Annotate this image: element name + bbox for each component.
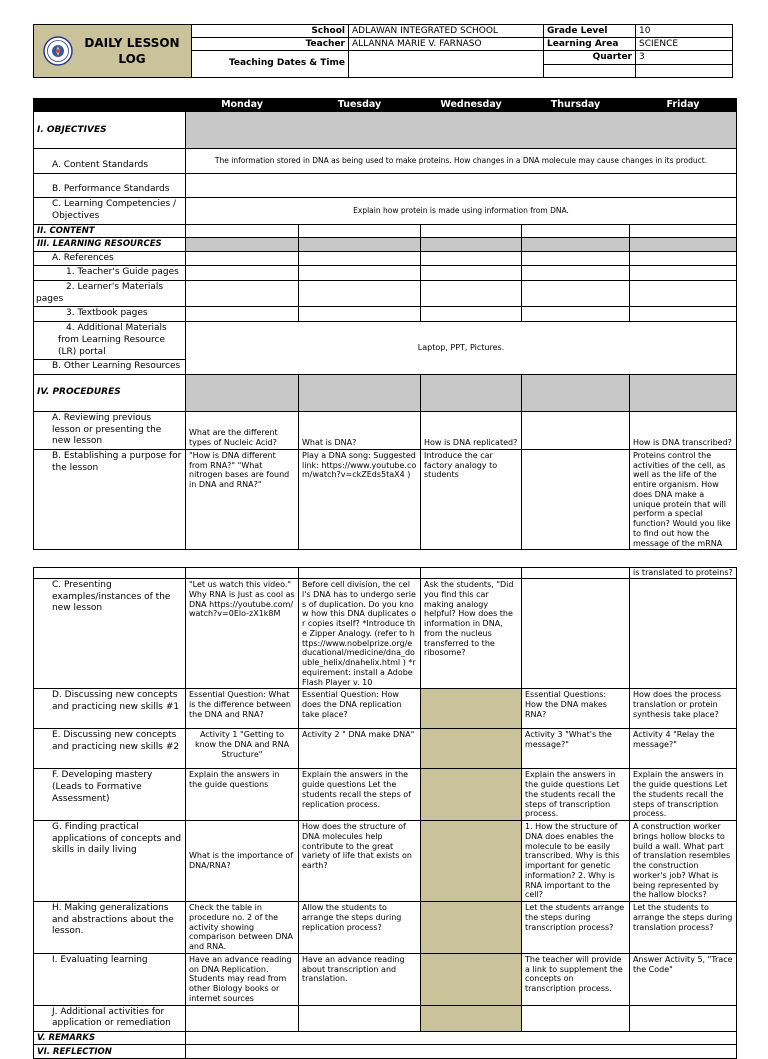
resources-fill-tue (299, 238, 421, 251)
proc-b-wed: Introduce the car factory analogy to students (421, 449, 522, 550)
proc-b-label: B. Establishing a purpose for the lesson (34, 449, 186, 550)
proc-f-fri: Explain the answers in the guide questions Let the students recall the steps of transcription process. (630, 769, 737, 821)
proc-c-tue: Before cell division, the cell's DNA has to undergo series of duplication. Do you know how this DNA duplicates or copies itself? *Introduce the Zipper Analogy. (refer to https://www.nobelprize.org/educational/medicine/dna_double_helix/dnahelix.html ) *requirement: install a Adobe Flash Player v. 10 (299, 579, 421, 689)
lm-tue (299, 281, 421, 307)
proc-i-fri: Answer Activity 5, "Trace the Code" (630, 953, 737, 1005)
procedures-fill-tue (299, 374, 421, 411)
proc-f-wed (421, 769, 522, 821)
proc-f-label: F. Developing mastery (Leads to Formative Assessment) (34, 769, 186, 821)
teaching-dates-label: Teaching Dates & Time (192, 51, 349, 78)
additional-materials-value: Laptop, PPT, Pictures. (186, 322, 737, 375)
performance-standards-label: B. Performance Standards (34, 174, 186, 198)
header-table (33, 24, 733, 78)
teaching-dates-value (349, 51, 544, 78)
day-header-row (34, 99, 737, 112)
proc-e-label: E. Discussing new concepts and practicing new skills #2 (34, 729, 186, 769)
proc-e-tue: Activity 2 " DNA make DNA" (299, 729, 421, 769)
competencies-value: Explain how protein is made using information from DNA. (186, 198, 737, 225)
proc-f-mon: Explain the answers in the guide questions (186, 769, 299, 821)
header-blank-value (636, 65, 733, 78)
procedures-fill-fri (630, 374, 737, 411)
resources-fill-fri (630, 238, 737, 251)
section-objectives: I. OBJECTIVES (34, 112, 186, 149)
resources-fill-wed (421, 238, 522, 251)
proc-a-wed: How is DNA replicated? (421, 411, 522, 449)
day-header-blank (34, 99, 186, 112)
proc-b-tue: Play a DNA song: Suggested link: https://www.youtube.com/watch?v=ckZEds5taX4 ) (299, 449, 421, 550)
references-thu (522, 251, 630, 266)
proc-i-label: I. Evaluating learning (34, 953, 186, 1005)
day-header-monday: Monday (186, 99, 299, 112)
title-line-2: LOG (118, 52, 146, 66)
resources-fill-thu (522, 238, 630, 251)
section-content: II. CONTENT (34, 225, 186, 238)
proc-c-mon: "Let us watch this video." Why RNA is Just as cool as DNA https://youtube.com/watch?v=0Elo-zX1k8M (186, 579, 299, 689)
proc-a-thu (522, 411, 630, 449)
proc-f-thu: Explain the answers in the guide questions Let the students recall the steps of transcription process. (522, 769, 630, 821)
deped-seal-icon (43, 36, 73, 66)
proc-h-label: H. Making generalizations and abstractions about the lesson. (34, 902, 186, 954)
reflection-value (186, 1045, 737, 1059)
remarks-value (186, 1031, 737, 1044)
proc-c-wed: Ask the students, "Did you find this car making analogy helpful? How does the information in DNA, from the nucleus transferred to the ribosome? (421, 579, 522, 689)
proc-g-fri: A construction worker brings hollow blocks to build a wall. What part of translation resembles the construction worker's job? What is being represented by the hallow blocks? (630, 821, 737, 902)
proc-g-mon: What is the importance of DNA/RNA? (186, 821, 299, 902)
proc-i-thu: The teacher will provide a link to supplement the concepts on transcription process. (522, 953, 630, 1005)
section-reflection: VI. REFLECTION (34, 1045, 186, 1059)
proc-h-wed (421, 902, 522, 954)
proc-e-fri: Activity 4 "Relay the message?" (630, 729, 737, 769)
textbook-pages-label: 3. Textbook pages (34, 307, 186, 322)
proc-d-wed (421, 689, 522, 729)
proc-d-thu: Essential Questions: How the DNA makes RNA? (522, 689, 630, 729)
proc-c-label: C. Presenting examples/instances of the new lesson (34, 579, 186, 689)
proc-a-fri: How is DNA transcribed? (630, 411, 737, 449)
proc-d-fri: How does the process translation or protein synthesis take place? (630, 689, 737, 729)
proc-g-wed (421, 821, 522, 902)
quarter-value: 3 (636, 51, 733, 65)
references-fri (630, 251, 737, 266)
resources-fill-mon (186, 238, 299, 251)
additional-materials-label: 4. Additional Materials from Learning Resource (LR) portal (34, 322, 186, 360)
content-mon (186, 225, 299, 238)
proc-j-fri (630, 1005, 737, 1031)
tg-thu (522, 266, 630, 281)
learning-area-label: Learning Area (544, 38, 636, 51)
proc-e-mon: Activity 1 "Getting to know the DNA and RNA Structure" (186, 729, 299, 769)
other-resources-label: B. Other Learning Resources (34, 360, 186, 375)
proc-h-thu: Let the students arrange the steps during transcription process? (522, 902, 630, 954)
cont-blank-wed (421, 568, 522, 579)
proc-i-mon: Have an advance reading on DNA Replication. Students may read from other Biology books or internet sources (186, 953, 299, 1005)
proc-a-mon: What are the different types of Nucleic Acid? (186, 411, 299, 449)
teacher-value: ALLANNA MARIE V. FARNASO (349, 38, 544, 51)
section-learning-resources: III. LEARNING RESOURCES (34, 238, 186, 251)
lesson-grid-page-2 (33, 567, 737, 1059)
lm-mon (186, 281, 299, 307)
tb-thu (522, 307, 630, 322)
proc-i-tue: Have an advance reading about transcription and translation. (299, 953, 421, 1005)
tb-mon (186, 307, 299, 322)
day-header-tuesday: Tuesday (299, 99, 421, 112)
document-title (73, 35, 191, 67)
tg-mon (186, 266, 299, 281)
content-tue (299, 225, 421, 238)
performance-standards-value (186, 174, 737, 198)
proc-c-fri (630, 579, 737, 689)
content-fri (630, 225, 737, 238)
quarter-label: Quarter (544, 51, 636, 65)
teacher-label: Teacher (192, 38, 349, 51)
tb-wed (421, 307, 522, 322)
day-header-wednesday: Wednesday (421, 99, 522, 112)
proc-d-label: D. Discussing new concepts and practicing new skills #1 (34, 689, 186, 729)
proc-h-mon: Check the table in procedure no. 2 of the activity showing comparison between DNA and RNA. (186, 902, 299, 954)
content-thu (522, 225, 630, 238)
title-line-1: DAILY LESSON (84, 35, 180, 50)
proc-j-mon (186, 1005, 299, 1031)
proc-e-thu: Activity 3 "What's the message?" (522, 729, 630, 769)
cont-blank-thu (522, 568, 630, 579)
proc-b-fri-continued: is translated to proteins? (630, 568, 737, 579)
proc-g-tue: How does the structure of DNA molecules help contribute to the great variety of life that exists on earth? (299, 821, 421, 902)
school-value: ADLAWAN INTEGRATED SCHOOL (349, 25, 544, 38)
proc-a-label: A. Reviewing previous lesson or presenting the new lesson (34, 411, 186, 449)
proc-f-tue: Explain the answers in the guide questions Let the students recall the steps of replication process. (299, 769, 421, 821)
grade-level-label: Grade Level (544, 25, 636, 38)
proc-g-thu: 1. How the structure of DNA does enables the molecule to be easily transcribed. Why is this important for genetic information? 2. Why is RNA important to the cell? (522, 821, 630, 902)
proc-h-tue: Allow the students to arrange the steps during replication process? (299, 902, 421, 954)
teachers-guide-label: 1. Teacher's Guide pages (34, 266, 186, 281)
procedures-fill-thu (522, 374, 630, 411)
proc-j-label: J. Additional activities for application or remediation (34, 1005, 186, 1031)
tb-tue (299, 307, 421, 322)
proc-g-label: G. Finding practical applications of concepts and skills in daily living (34, 821, 186, 902)
proc-c-thu (522, 579, 630, 689)
day-header-friday: Friday (630, 99, 737, 112)
proc-h-fri: Let the students to arrange the steps during translation process? (630, 902, 737, 954)
grade-level-value: 10 (636, 25, 733, 38)
tg-tue (299, 266, 421, 281)
learning-area-value: SCIENCE (636, 38, 733, 51)
tg-wed (421, 266, 522, 281)
objectives-fill (186, 112, 737, 149)
cont-blank-tue (299, 568, 421, 579)
content-standards-value: The information stored in DNA as being used to make proteins. How changes in a DNA molecule may cause changes in its product. (186, 149, 737, 174)
learners-materials-label: 2. Learner's Materials pages (34, 281, 186, 307)
cont-blank-mon (186, 568, 299, 579)
proc-b-fri: Proteins control the activities of the cell, as well as the life of the entire organism. How does DNA make a unique protein that will perform a special function? Would you like to find out how the message of the mRNA (630, 449, 737, 550)
procedures-fill-wed (421, 374, 522, 411)
content-standards-label: A. Content Standards (34, 149, 186, 174)
competencies-label: C. Learning Competencies / Objectives (34, 198, 186, 225)
references-tue (299, 251, 421, 266)
proc-d-mon: Essential Question: What is the difference between the DNA and RNA? (186, 689, 299, 729)
school-label: School (192, 25, 349, 38)
content-wed (421, 225, 522, 238)
lm-thu (522, 281, 630, 307)
section-procedures: IV. PROCEDURES (34, 374, 186, 411)
proc-i-wed (421, 953, 522, 1005)
tg-fri (630, 266, 737, 281)
proc-j-thu (522, 1005, 630, 1031)
cont-blank-label (34, 568, 186, 579)
proc-e-wed (421, 729, 522, 769)
tb-fri (630, 307, 737, 322)
proc-a-tue: What is DNA? (299, 411, 421, 449)
procedures-fill-mon (186, 374, 299, 411)
logo-cell (34, 25, 192, 78)
references-label: A. References (34, 251, 186, 266)
lm-fri (630, 281, 737, 307)
day-header-thursday: Thursday (522, 99, 630, 112)
proc-d-tue: Essential Question: How does the DNA replication take place? (299, 689, 421, 729)
lesson-grid-page-1 (33, 98, 737, 550)
references-mon (186, 251, 299, 266)
references-wed (421, 251, 522, 266)
proc-j-tue (299, 1005, 421, 1031)
lm-wed (421, 281, 522, 307)
header-blank-label (544, 65, 636, 78)
proc-b-thu (522, 449, 630, 550)
proc-b-mon: "How is DNA different from RNA?" "What nitrogen bases are found in DNA and RNA?" (186, 449, 299, 550)
section-remarks: V. REMARKS (34, 1031, 186, 1044)
proc-j-wed (421, 1005, 522, 1031)
